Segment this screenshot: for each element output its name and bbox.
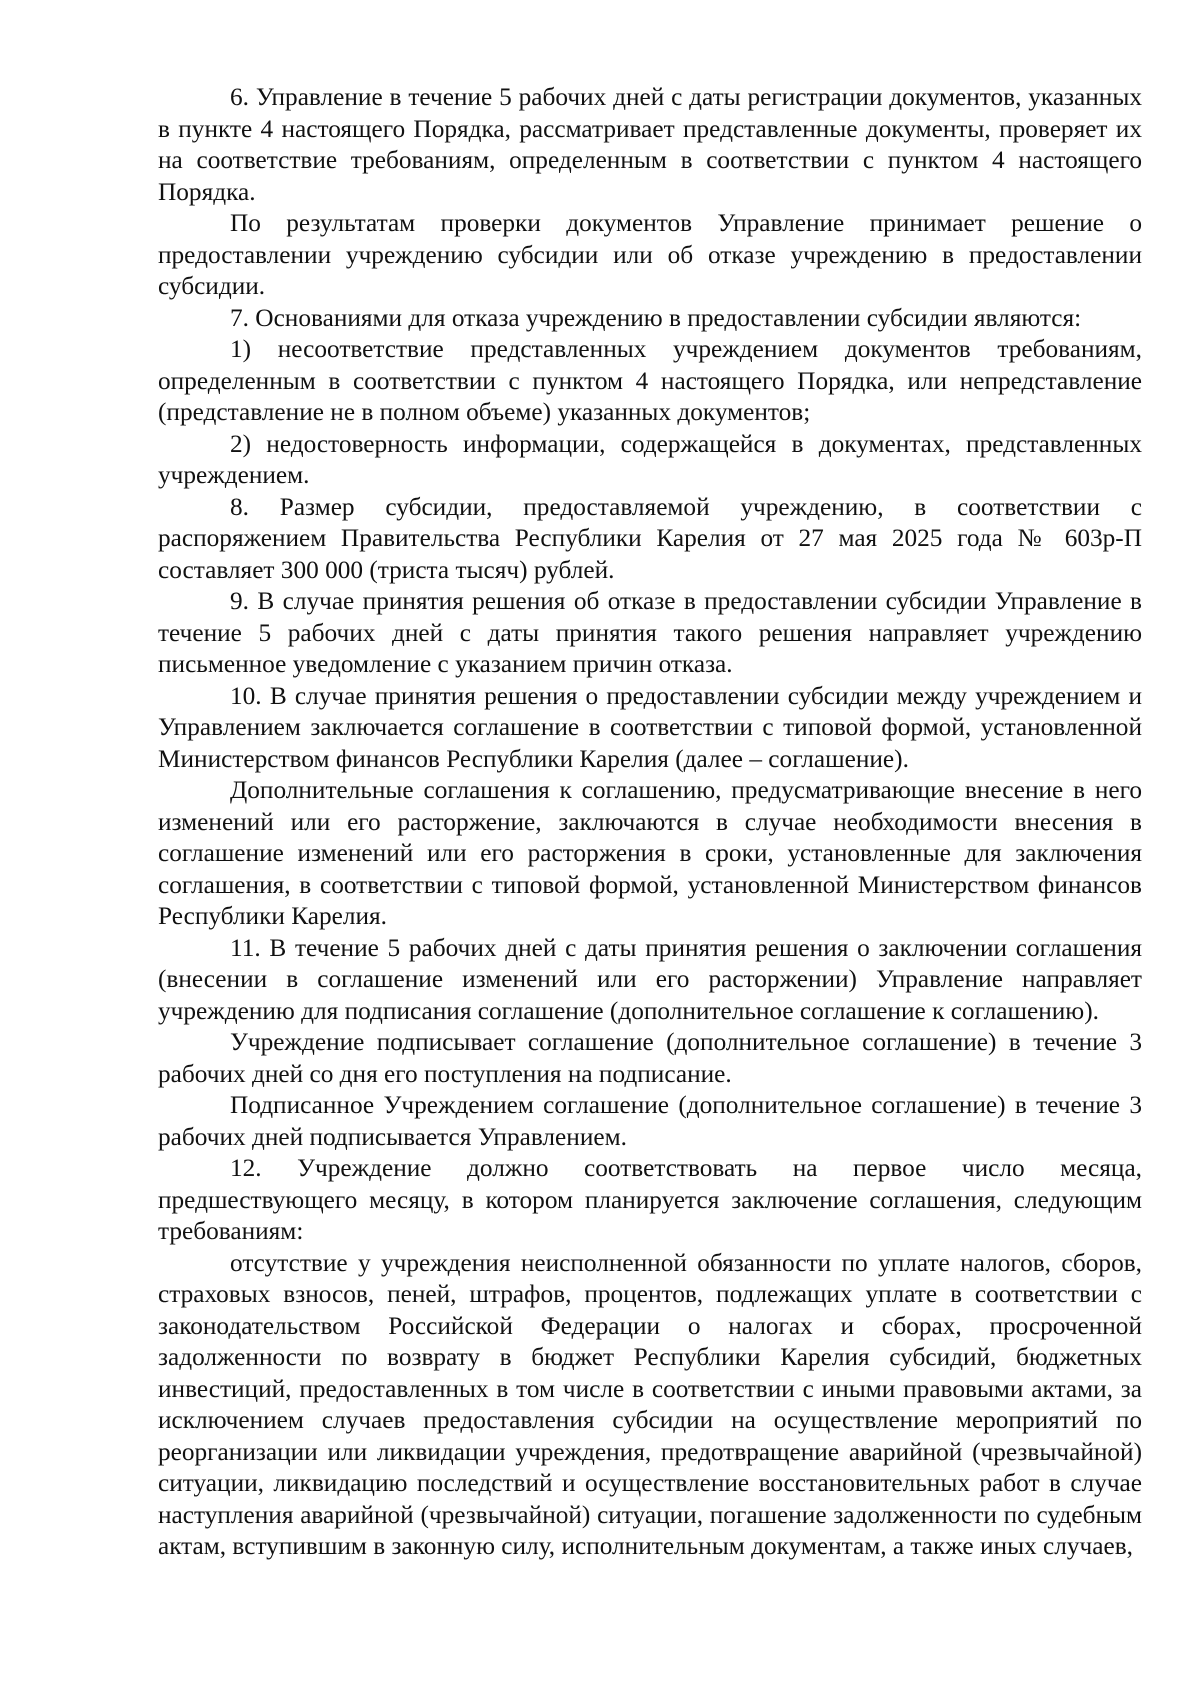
document-page [158,82,1142,1563]
paragraph-12: 12. Учреждение должно соответствовать на первое число месяца, предшествующего месяцу, в котором планируется заключение соглашения, следующим требованиям: [158,1154,1142,1245]
paragraph-10: 10. В случае принятия решения о предоставлении субсидии между учреждением и Управлением заключается соглашение в соответствии с типовой формой, установленной Министерством финансов Республики Карелия (далее – соглашение). [158,681,1142,773]
paragraph-11-signing: Учреждение подписывает соглашение (дополнительное соглашение) в течение 3 рабочих дней со дня его поступления на подписание. [158,1028,1142,1088]
paragraph-9: 9. В случае принятия решения об отказе в предоставлении субсидии Управление в течение 5 рабочих дней с даты принятия такого решения направляет учреждению письменное уведомление с указанием причин отказа. [158,587,1142,678]
paragraph-6-result: По результатам проверки документов Управление принимает решение о предоставлении учреждению субсидии или об отказе учреждению в предоставлении субсидии. [158,209,1142,300]
paragraph-11: 11. В течение 5 рабочих дней с даты принятия решения о заключении соглашения (внесении в соглашение изменений или его расторжении) Управление направляет учреждению для подписания соглашение (дополнительное соглашение к соглашению). [158,933,1142,1025]
paragraph-7: 7. Основаниями для отказа учреждению в предоставлении субсидии являются: [230,303,1082,332]
paragraph-7-item-2: 2) недостоверность информации, содержащейся в документах, представленных учреждением. [158,429,1142,489]
paragraph-10-additional: Дополнительные соглашения к соглашению, предусматривающие внесение в него изменений или его расторжение, заключаются в случае необходимости внесения в соглашение изменений или его расторжения в сроки, установленные для заключения соглашения, в соответствии с типовой формой, установленной Министерством финансов Республики Карелия. [158,776,1142,930]
paragraph-8: 8. Размер субсидии, предоставляемой учреждению, в соответствии с распоряжением Правительства Республики Карелия от 27 мая 2025 года № 603р-П составляет 300 000 (триста тысяч) рублей. [158,492,1142,584]
paragraph-7-item-1: 1) несоответствие представленных учреждением документов требованиям, определенным в соответствии с пунктом 4 настоящего Порядка, или непредставление (представление не в полном объеме) указанных документов; [158,335,1142,426]
paragraph-12-requirement: отсутствие у учреждения неисполненной обязанности по уплате налогов, сборов, страховых взносов, пеней, штрафов, процентов, подлежащих уплате в соответствии с законодательством Российской Федерации о налогах и сборах, просроченной задолженности по возврату в бюджет Республики Карелия субсидий, бюджетных инвестиций, предоставленных в том числе в соответствии с иными правовыми актами, за исключением случаев предоставления субсидии на осуществление мероприятий по реорганизации или ликвидации учреждения, предотвращение аварийной (чрезвычайной) ситуации, ликвидацию последствий и осуществление восстановительных работ в случае наступления аварийной (чрезвычайной) ситуации, погашение задолженности по судебным актам, вступившим в законную силу, исполнительным документам, а также иных случаев, [158,1248,1142,1560]
paragraph-6: 6. Управление в течение 5 рабочих дней с даты регистрации документов, указанных в пункте 4 настоящего Порядка, рассматривает представленные документы, проверяет их на соответствие требованиям, определенным в соответствии с пунктом 4 настоящего Порядка. [158,83,1142,206]
paragraph-11-signed: Подписанное Учреждением соглашение (дополнительное соглашение) в течение 3 рабочих дней подписывается Управлением. [158,1091,1142,1151]
